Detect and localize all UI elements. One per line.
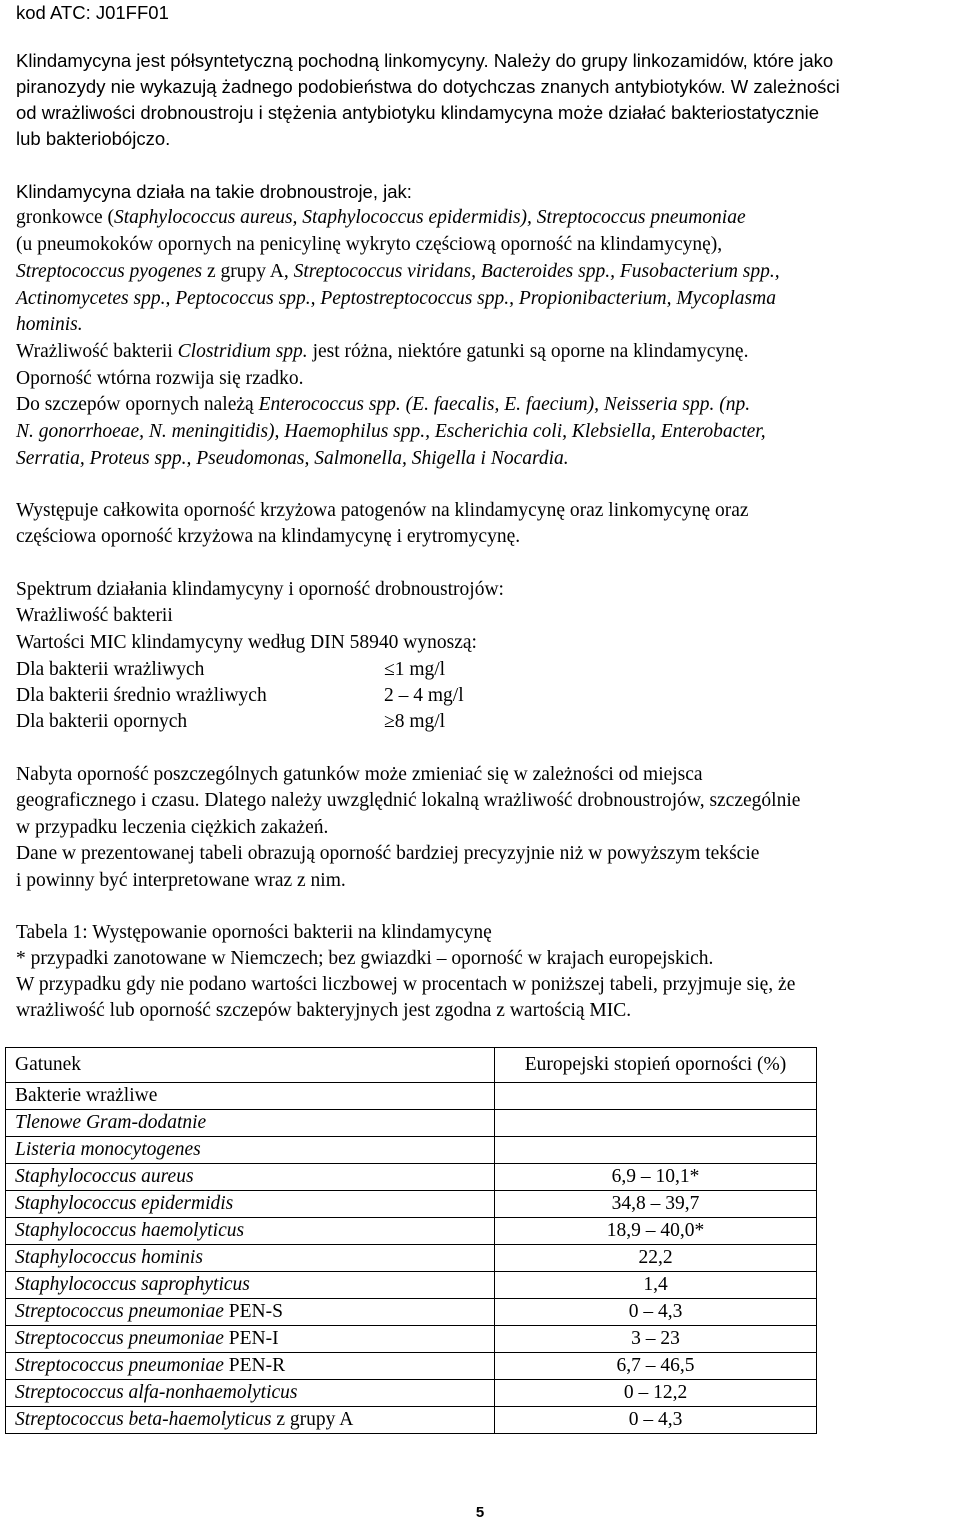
species-cell xyxy=(6,1164,495,1191)
acts-on-line xyxy=(16,259,780,285)
text-span: jest różna, niektóre gatunki są oporne na klindamycynę. xyxy=(307,341,749,362)
species-name: Streptococcus pneumoniae xyxy=(15,1355,224,1376)
table-row xyxy=(6,1272,817,1299)
species-suffix: z grupy A xyxy=(271,1409,354,1430)
resistance-value-cell: 0 – 12,2 xyxy=(495,1380,817,1407)
species-name: Streptococcus alfa-nonhaemolyticus xyxy=(15,1382,298,1403)
acts-on-line: (u pneumokoków opornych na penicylinę wykryto częściową oporność na klindamycynę), xyxy=(16,234,723,255)
table-row xyxy=(6,1191,817,1218)
resistance-value-cell: 22,2 xyxy=(495,1245,817,1272)
resistance-value-cell: 0 – 4,3 xyxy=(495,1407,817,1434)
species-cell xyxy=(6,1110,495,1137)
mic-row xyxy=(16,683,616,709)
acquired-line: i powinny być interpretowane wraz z nim. xyxy=(16,870,346,891)
mic-label: Dla bakterii średnio wrażliwych xyxy=(16,685,267,706)
page-number: 5 xyxy=(475,1504,485,1521)
table-row xyxy=(6,1110,817,1137)
table-row xyxy=(6,1407,817,1434)
resistance-value-cell: 3 – 23 xyxy=(495,1326,817,1353)
resistance-value-cell: 1,4 xyxy=(495,1272,817,1299)
table-note: W przypadku gdy nie podano wartości liczbowej w procentach w poniższej tabeli, przyjmuje się, że xyxy=(16,974,796,995)
species-cell xyxy=(6,1083,495,1110)
mic-row xyxy=(16,709,616,735)
species-cell xyxy=(6,1326,495,1353)
acquired-line: geograficznego i czasu. Dlatego należy uwzględnić lokalną wrażliwość drobnoustrojów, szczególnie xyxy=(16,790,801,811)
species-name: Staphylococcus saprophyticus xyxy=(15,1274,250,1295)
acts-on-heading: Klindamycyna działa na takie drobnoustroje, jak: xyxy=(16,181,412,202)
species-name: Tlenowe Gram-dodatnie xyxy=(15,1112,207,1133)
species-suffix: PEN-S xyxy=(223,1301,283,1322)
acts-on-line: Actinomycetes spp., Peptococcus spp., Peptostreptococcus spp., Propionibacterium, Mycoplasma xyxy=(16,288,776,309)
species-name: Staphylococcus hominis xyxy=(15,1247,203,1268)
cross-line: częściowa oporność krzyżowa na klindamycynę i erytromycynę. xyxy=(16,526,521,547)
species-cell xyxy=(6,1245,495,1272)
text-span: Do szczepów opornych należą xyxy=(16,394,259,415)
table-row xyxy=(6,1245,817,1272)
species-cell xyxy=(6,1218,495,1245)
species-cell xyxy=(6,1407,495,1434)
acts-on-line: hominis. xyxy=(16,314,83,335)
header-resistance: Europejski stopień oporności (%) xyxy=(495,1048,817,1083)
acts-on-line: N. gonorrhoeae, N. meningitidis), Haemophilus spp., Escherichia coli, Klebsiella, Enterobacter, xyxy=(16,421,766,442)
table-row xyxy=(6,1218,817,1245)
table-row xyxy=(6,1083,817,1110)
acts-on-line xyxy=(16,339,748,365)
intro-line: od wrażliwości drobnoustroju i stężenia antybiotyku klindamycyna może działać bakteriostatycznie xyxy=(16,102,820,123)
text-span: Wrażliwość bakterii xyxy=(16,341,178,362)
table-note: * przypadki zanotowane w Niemczech; bez gwiazdki – oporność w krajach europejskich. xyxy=(16,948,714,969)
resistance-value-cell xyxy=(495,1083,817,1110)
resistance-value-cell xyxy=(495,1137,817,1164)
table-row xyxy=(6,1326,817,1353)
acts-on-line xyxy=(16,205,746,231)
spectrum-subtitle: Wrażliwość bakterii xyxy=(16,605,173,626)
cross-line: Występuje całkowita oporność krzyżowa patogenów na klindamycynę oraz linkomycynę oraz xyxy=(16,500,749,521)
acquired-line: Nabyta oporność poszczególnych gatunków może zmieniać się w zależności od miejsca xyxy=(16,764,703,785)
table-row xyxy=(6,1164,817,1191)
species-cell xyxy=(6,1353,495,1380)
species-name: Staphylococcus aureus xyxy=(15,1166,194,1187)
acquired-line: w przypadku leczenia ciężkich zakażeń. xyxy=(16,817,329,838)
resistance-value-cell: 34,8 – 39,7 xyxy=(495,1191,817,1218)
species-text: Streptococcus pyogenes xyxy=(16,261,203,282)
text-span: gronkowce ( xyxy=(16,207,115,228)
table-row xyxy=(6,1137,817,1164)
resistance-value-cell: 6,9 – 10,1* xyxy=(495,1164,817,1191)
table-header-row xyxy=(6,1048,817,1083)
table-body xyxy=(6,1083,817,1434)
mic-row xyxy=(16,657,616,683)
species-name: Listeria monocytogenes xyxy=(15,1139,201,1160)
mic-intro: Wartości MIC klindamycyny według DIN 58940 wynoszą: xyxy=(16,632,477,653)
species-text: Clostridium spp. xyxy=(177,341,308,362)
resistance-value-cell: 18,9 – 40,0* xyxy=(495,1218,817,1245)
species-name: Streptococcus pneumoniae xyxy=(15,1328,224,1349)
resistance-value-cell: 0 – 4,3 xyxy=(495,1299,817,1326)
species-cell xyxy=(6,1380,495,1407)
resistance-value-cell xyxy=(495,1110,817,1137)
atc-code-line: kod ATC: J01FF01 xyxy=(16,2,169,23)
species-name: Staphylococcus epidermidis xyxy=(15,1193,234,1214)
species-name: Streptococcus pneumoniae xyxy=(15,1301,224,1322)
acts-on-line: Serratia, Proteus spp., Pseudomonas, Salmonella, Shigella i Nocardia. xyxy=(16,448,569,469)
intro-line: Klindamycyna jest półsyntetyczną pochodną linkomycyny. Należy do grupy linkozamidów, które jako xyxy=(16,50,834,71)
species-text: Streptococcus viridans, Bacteroides spp., Fusobacterium spp., xyxy=(293,261,780,282)
species-text: Staphylococcus aureus, Staphylococcus epidermidis), Streptococcus pneumoniae xyxy=(114,207,746,228)
table-note: wrażliwość lub oporność szczepów bakteryjnych jest zgodna z wartością MIC. xyxy=(16,1000,632,1021)
spectrum-title: Spektrum działania klindamycyny i oporność drobnoustrojów: xyxy=(16,579,504,600)
acts-on-line xyxy=(16,392,750,418)
mic-value: ≥8 mg/l xyxy=(384,711,446,732)
species-name: Staphylococcus haemolyticus xyxy=(15,1220,245,1241)
resistance-value-cell: 6,7 – 46,5 xyxy=(495,1353,817,1380)
acts-on-line: Oporność wtórna rozwija się rzadko. xyxy=(16,368,304,389)
species-cell xyxy=(6,1137,495,1164)
table-row xyxy=(6,1380,817,1407)
species-cell xyxy=(6,1272,495,1299)
species-suffix: PEN-R xyxy=(223,1355,286,1376)
table-row xyxy=(6,1299,817,1326)
header-species: Gatunek xyxy=(6,1048,495,1083)
species-suffix: PEN-I xyxy=(223,1328,279,1349)
intro-line: lub bakteriobójczo. xyxy=(16,128,171,149)
species-name: Streptococcus beta-haemolyticus xyxy=(15,1409,272,1430)
mic-label: Dla bakterii wrażliwych xyxy=(16,659,205,680)
mic-value: ≤1 mg/l xyxy=(384,659,446,680)
text-span: z grupy A, xyxy=(202,261,294,282)
mic-label: Dla bakterii opornych xyxy=(16,711,188,732)
mic-value: 2 – 4 mg/l xyxy=(384,685,464,706)
species-cell xyxy=(6,1299,495,1326)
species-text: Enterococcus spp. (E. faecalis, E. faecium), Neisseria spp. (np. xyxy=(258,394,751,415)
species-cell xyxy=(6,1191,495,1218)
intro-line: piranozydy nie wykazują żadnego podobieństwa do dotychczas znanych antybiotyków. W zależności xyxy=(16,76,840,97)
resistance-table xyxy=(5,1047,817,1434)
table-row xyxy=(6,1353,817,1380)
species-name: Bakterie wrażliwe xyxy=(15,1085,158,1106)
acquired-line: Dane w prezentowanej tabeli obrazują oporność bardziej precyzyjnie niż w powyższym tekście xyxy=(16,843,760,864)
table-caption: Tabela 1: Występowanie oporności bakterii na klindamycynę xyxy=(16,922,492,943)
